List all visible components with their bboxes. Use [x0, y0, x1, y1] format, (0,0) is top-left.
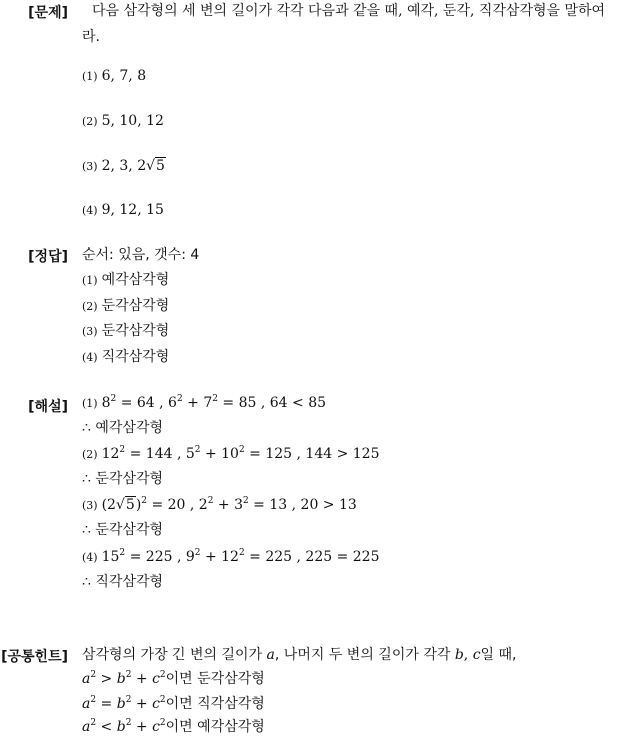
problem-item: (4) 9, 12, 15 — [82, 202, 164, 218]
hint-rule: $a^2 > b^2 + c^2$이면 둔각삼각형 — [82, 670, 265, 687]
answer-item: (4) 직각삼각형 — [82, 349, 170, 365]
problem-item: (2) 5, 10, 12 — [82, 113, 164, 129]
solution-line: (3) $(2√5)^2 = 20$ , $2^2 + 3^2 = 13$ , 20 > 13 — [82, 496, 357, 513]
answer-item: (1) 예각삼각형 — [82, 272, 170, 288]
problem-item: (1) 6, 7, 8 — [82, 68, 147, 84]
solution-line: (1) $8^2 = 64$ , $6^2 + 7^2 = 85$ , 64 < 85 — [82, 394, 327, 411]
solution-line: (4) $15^2 = 225$ , $9^2 + 12^2 = 225$ , 225 = 225 — [82, 548, 380, 565]
answer-item: (3) 둔각삼각형 — [82, 323, 170, 339]
answer-label: [정답] — [28, 249, 68, 265]
hint-rule: $a^2 < b^2 + c^2$이면 예각삼각형 — [82, 718, 265, 735]
solution-conclusion: ∴ 직각삼각형 — [82, 574, 163, 590]
problem-item: (3) 2, 3, 2√5 — [82, 158, 165, 174]
hint-rule: $a^2 = b^2 + c^2$이면 직각삼각형 — [82, 695, 265, 712]
solution-label: [해설] — [28, 399, 68, 415]
answer-meta: 순서: 있음, 갯수: 4 — [82, 247, 200, 263]
solution-line: (2) $12^2 = 144$ , $5^2 + 10^2 = 125$ , 144 > 125 — [82, 445, 380, 462]
solution-conclusion: ∴ 둔각삼각형 — [82, 471, 163, 487]
problem-label: [문제] — [28, 5, 68, 21]
solution-conclusion: ∴ 둔각삼각형 — [82, 522, 163, 538]
problem-stem: 다음 삼각형의 세 변의 길이가 각각 다음과 같을 때, 예각, 둔각, 직각삼각형을 말하여라. — [82, 3, 606, 45]
hint-intro: 삼각형의 가장 긴 변의 길이가 a, 나머지 두 변의 길이가 각각 b, c일 때, — [82, 647, 517, 663]
hint-label: [공통힌트] — [1, 649, 68, 665]
answer-item: (2) 둔각삼각형 — [82, 298, 170, 314]
solution-conclusion: ∴ 예각삼각형 — [82, 420, 163, 436]
